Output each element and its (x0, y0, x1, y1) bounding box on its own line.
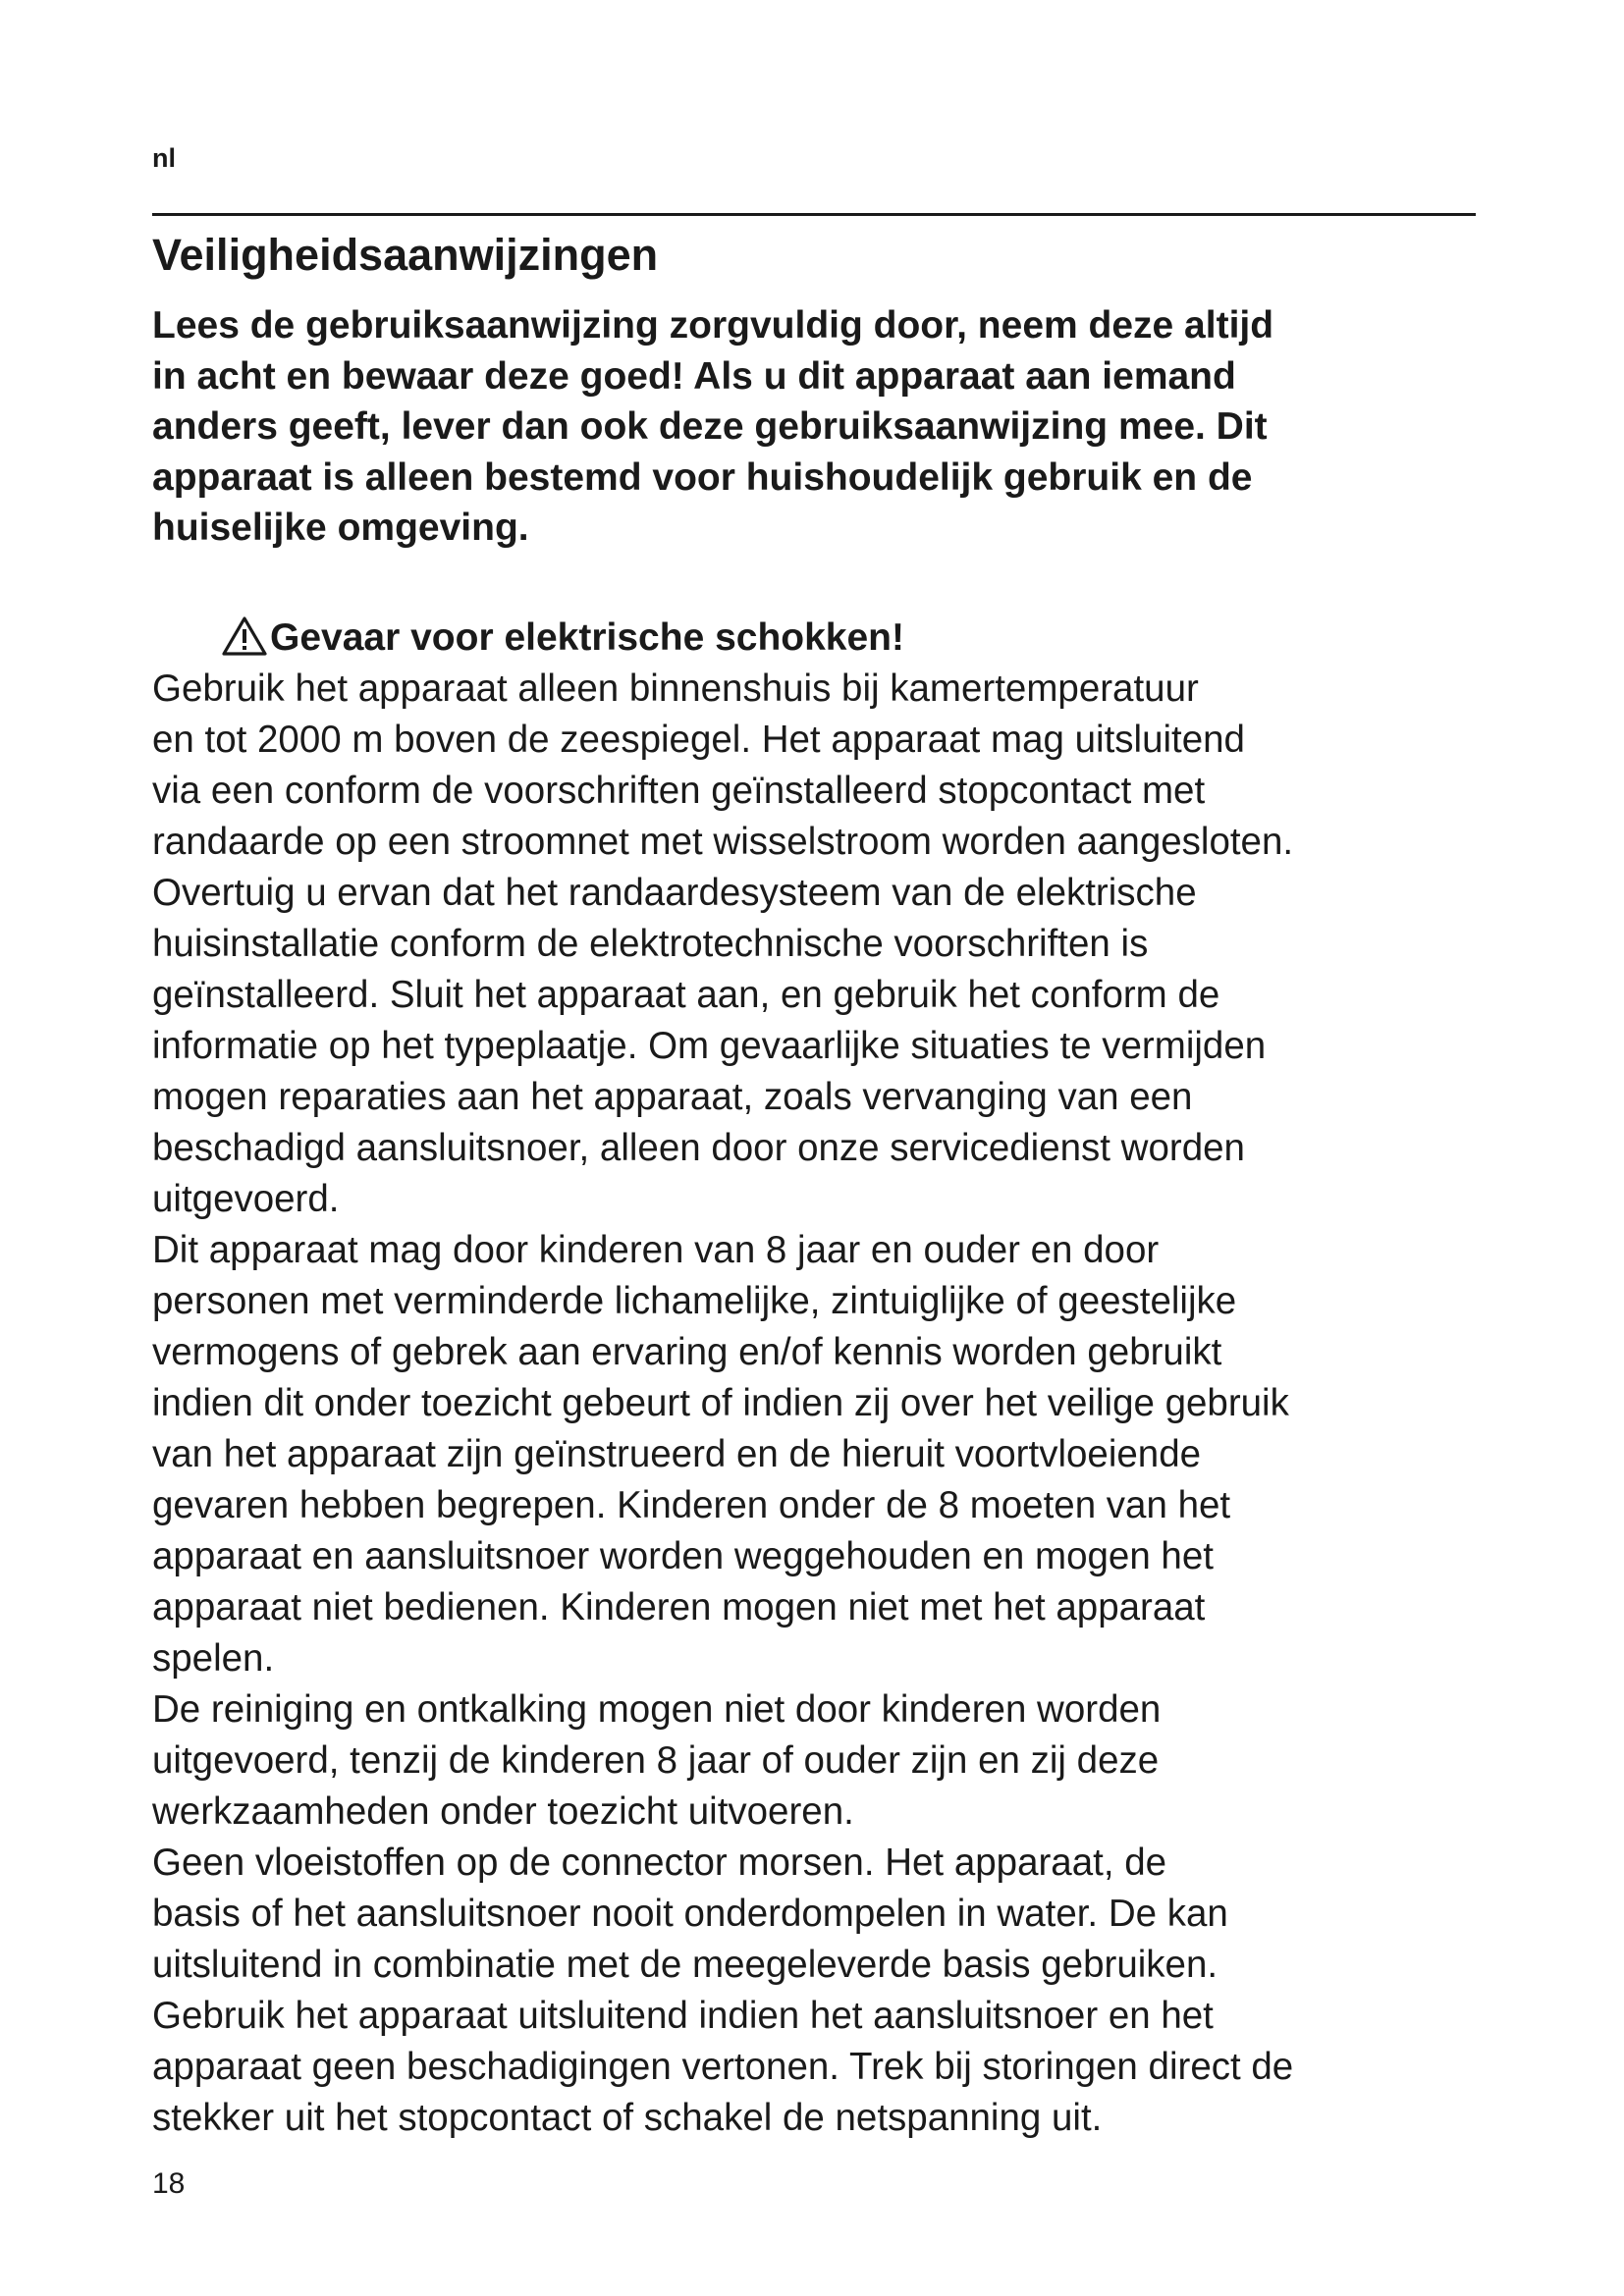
body-line: Dit apparaat mag door kinderen van 8 jaar en ouder en door (152, 1229, 1160, 1271)
body-line: basis of het aansluitsnoer nooit onderdompelen in water. De kan (152, 1893, 1228, 1935)
intro-line: anders geeft, lever dan ook deze gebruiksaanwijzing mee. Dit (152, 405, 1268, 448)
body-line: mogen reparaties aan het apparaat, zoals vervanging van een (152, 1076, 1193, 1118)
warning-triangle-icon (221, 615, 268, 657)
body-line: geïnstalleerd. Sluit het apparaat aan, en gebruik het conform de (152, 974, 1220, 1016)
body-line: apparaat geen beschadigingen vertonen. Trek bij storingen direct de (152, 2046, 1294, 2088)
body-line: vermogens of gebrek aan ervaring en/of kennis worden gebruikt (152, 1331, 1222, 1373)
header-divider (152, 213, 1476, 216)
warning-heading (221, 613, 904, 664)
body-line: stekker uit het stopcontact of schakel de netspanning uit. (152, 2097, 1103, 2139)
body-line: Geen vloeistoffen op de connector morsen. Het apparaat, de (152, 1842, 1167, 1884)
body-line: van het apparaat zijn geïnstrueerd en de hieruit voortvloeiende (152, 1433, 1202, 1475)
body-line: informatie op het typeplaatje. Om gevaarlijke situaties te vermijden (152, 1025, 1267, 1067)
intro-line: apparaat is alleen bestemd voor huishoudelijk gebruik en de (152, 455, 1253, 499)
page-number: 18 (152, 2167, 186, 2200)
body-line: apparaat niet bedienen. Kinderen mogen niet met het apparaat (152, 1586, 1206, 1629)
body-line: Gebruik het apparaat uitsluitend indien het aansluitsnoer en het (152, 1995, 1214, 2037)
body-line: personen met verminderde lichamelijke, zintuiglijke of geestelijke (152, 1280, 1237, 1322)
body-line: uitgevoerd, tenzij de kinderen 8 jaar of ouder zijn en zij deze (152, 1739, 1160, 1782)
intro-paragraph (152, 300, 1488, 554)
body-line: Overtuig u ervan dat het randaardesysteem van de elektrische (152, 872, 1197, 914)
safety-body-text (152, 664, 1488, 2144)
body-line: randaarde op een stroomnet met wisselstroom worden aangesloten. (152, 821, 1294, 863)
body-line: indien dit onder toezicht gebeurt of indien zij over het veilige gebruik (152, 1382, 1289, 1424)
section-title: Veiligheidsaanwijzingen (152, 230, 659, 280)
body-line: via een conform de voorschriften geïnstalleerd stopcontact met (152, 770, 1206, 812)
body-line: De reiniging en ontkalking mogen niet door kinderen worden (152, 1688, 1162, 1731)
body-line: spelen. (152, 1637, 275, 1680)
body-line: gevaren hebben begrepen. Kinderen onder de 8 moeten van het (152, 1484, 1231, 1526)
body-line: uitgevoerd. (152, 1178, 340, 1220)
intro-line: huiselijke omgeving. (152, 507, 529, 549)
language-code: nl (152, 143, 176, 173)
intro-line: Lees de gebruiksaanwijzing zorgvuldig door, neem deze altijd (152, 304, 1274, 347)
intro-line: in acht en bewaar deze goed! Als u dit apparaat aan iemand (152, 354, 1236, 398)
body-line: Gebruik het apparaat alleen binnenshuis bij kamertemperatuur (152, 667, 1199, 710)
body-line: apparaat en aansluitsnoer worden weggehouden en mogen het (152, 1535, 1214, 1577)
body-line: beschadigd aansluitsnoer, alleen door onze servicedienst worden (152, 1127, 1245, 1169)
body-line: uitsluitend in combinatie met de meegeleverde basis gebruiken. (152, 1944, 1218, 1986)
body-line: huisinstallatie conform de elektrotechnische voorschriften is (152, 923, 1149, 965)
body-line: werkzaamheden onder toezicht uitvoeren. (152, 1790, 854, 1833)
warning-text: Gevaar voor elektrische schokken! (270, 616, 904, 659)
body-line: en tot 2000 m boven de zeespiegel. Het apparaat mag uitsluitend (152, 719, 1245, 761)
